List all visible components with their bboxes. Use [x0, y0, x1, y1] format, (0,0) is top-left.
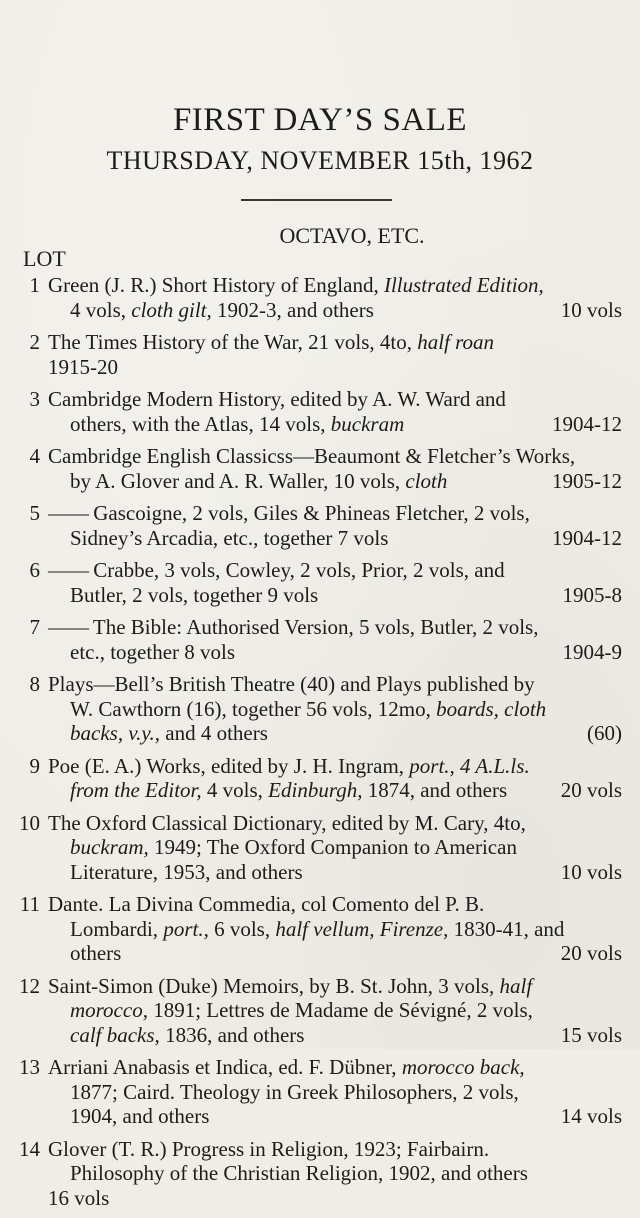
lot-number: 6 — [29, 558, 40, 582]
list-item — [0, 501, 640, 550]
ditto-dash: —— — [48, 558, 88, 582]
list-item — [0, 558, 640, 607]
lot-price: 1905-12 — [552, 468, 622, 493]
title-divider — [241, 199, 392, 201]
list-item — [0, 892, 640, 966]
lot-number: 1 — [29, 273, 40, 297]
lot-number: 14 — [19, 1136, 40, 1161]
lot-description: The Times History of the War, 21 vols, 4to, half roan 1915-20 — [48, 330, 622, 379]
lot-price: 1915-20 — [48, 354, 118, 379]
lot-number: 2 — [29, 330, 40, 354]
ditto-dash: —— — [48, 501, 88, 525]
section-heading: OCTAVO, ETC. — [279, 223, 425, 248]
list-item — [0, 444, 640, 493]
lot-description: —— Crabbe, 3 vols, Cowley, 2 vols, Prior, 2 vols, and Butler, 2 vols, together 9 vols 1905-8 — [48, 558, 622, 607]
lot-price: 15 vols — [560, 1022, 622, 1047]
lot-description: Green (J. R.) Short History of England, Illustrated Edition, 4 vols, cloth gilt, 1902-3, and others 10 vols — [48, 273, 622, 322]
lot-number: 7 — [29, 615, 40, 639]
lot-number: 13 — [19, 1055, 40, 1079]
lot-description: —— Gascoigne, 2 vols, Giles & Phineas Fletcher, 2 vols, Sidney’s Arcadia, etc., together 7 vols 1904-12 — [48, 501, 622, 550]
list-item — [0, 754, 640, 803]
list-item — [0, 615, 640, 664]
lot-price: 10 vols — [560, 859, 622, 884]
page-subtitle: THURSDAY, NOVEMBER 15th, 1962 — [106, 146, 534, 175]
list-item — [0, 330, 640, 379]
lot-description: Dante. La Divina Commedia, col Comento del P. B. Lombardi, port., 6 vols, half vellum, Firenze, 1830-41, and others 20 vols — [48, 892, 622, 965]
lot-price: 10 vols — [560, 297, 622, 322]
lot-description: Glover (T. R.) Progress in Religion, 1923; Fairbairn. Philosophy of the Christian Religion, 1902, and others 16 vols — [48, 1137, 622, 1211]
lot-price: 16 vols — [48, 1185, 110, 1210]
list-item — [0, 1137, 640, 1211]
lot-description: Poe (E. A.) Works, edited by J. H. Ingram, port., 4 A.L.ls. from the Editor, 4 vols, Edinburgh, 1874, and others 20 vols — [48, 753, 622, 802]
lot-price: 14 vols — [560, 1104, 622, 1128]
lot-number: 12 — [19, 973, 40, 998]
lot-number: 9 — [29, 753, 40, 778]
list-item — [0, 672, 640, 746]
lot-number: 5 — [29, 501, 40, 525]
lot-number: 10 — [19, 810, 40, 835]
list-item — [0, 1055, 640, 1129]
lot-number: 8 — [29, 672, 40, 696]
lot-description: Saint-Simon (Duke) Memoirs, by B. St. John, 3 vols, half morocco, 1891; Lettres de Madame de Sévigné, 2 vols, calf backs, 1836, and others 15 vols — [48, 973, 622, 1047]
lot-price: 1904-9 — [562, 639, 622, 664]
lot-description: Plays—Bell’s British Theatre (40) and Plays published by W. Cawthorn (16), together 56 vols, 12mo, boards, cloth backs, v.y., and 4 others (60) — [48, 672, 622, 745]
lot-number: 3 — [29, 387, 40, 411]
list-item — [0, 387, 640, 436]
lot-number: 11 — [19, 892, 40, 916]
lot-price: 20 vols — [560, 778, 622, 802]
lot-list — [0, 273, 640, 1218]
lot-description: Arriani Anabasis et Indica, ed. F. Dübner, morocco back, 1877; Caird. Theology in Greek Philosophers, 2 vols, 1904, and others 14 vols — [48, 1055, 622, 1128]
lot-description: Cambridge Modern History, edited by A. W. Ward and others, with the Atlas, 14 vols, buckram 1904-12 — [48, 387, 622, 436]
page-title: FIRST DAY’S SALE — [172, 102, 468, 138]
lot-description: The Oxford Classical Dictionary, edited by M. Cary, 4to, buckram, 1949; The Oxford Companion to American Literature, 1953, and others 10 vols — [48, 810, 622, 884]
lot-description: —— The Bible: Authorised Version, 5 vols, Butler, 2 vols, etc., together 8 vols 1904-9 — [48, 615, 622, 664]
lot-price: 1904-12 — [552, 525, 622, 550]
list-item — [0, 811, 640, 885]
list-item — [0, 273, 640, 322]
list-item — [0, 974, 640, 1048]
lot-price: (60) — [587, 721, 622, 745]
lot-column-label: LOT — [23, 246, 66, 271]
lot-price: 20 vols — [560, 941, 622, 965]
ditto-dash: —— — [48, 615, 88, 639]
lot-price: 1904-12 — [552, 411, 622, 436]
lot-price: 1905-8 — [562, 582, 622, 607]
lot-description: Cambridge English Classicss—Beaumont & Fletcher’s Works, by A. Glover and A. R. Waller, 10 vols, cloth 1905-12 — [48, 444, 622, 493]
lot-number: 4 — [29, 444, 40, 468]
